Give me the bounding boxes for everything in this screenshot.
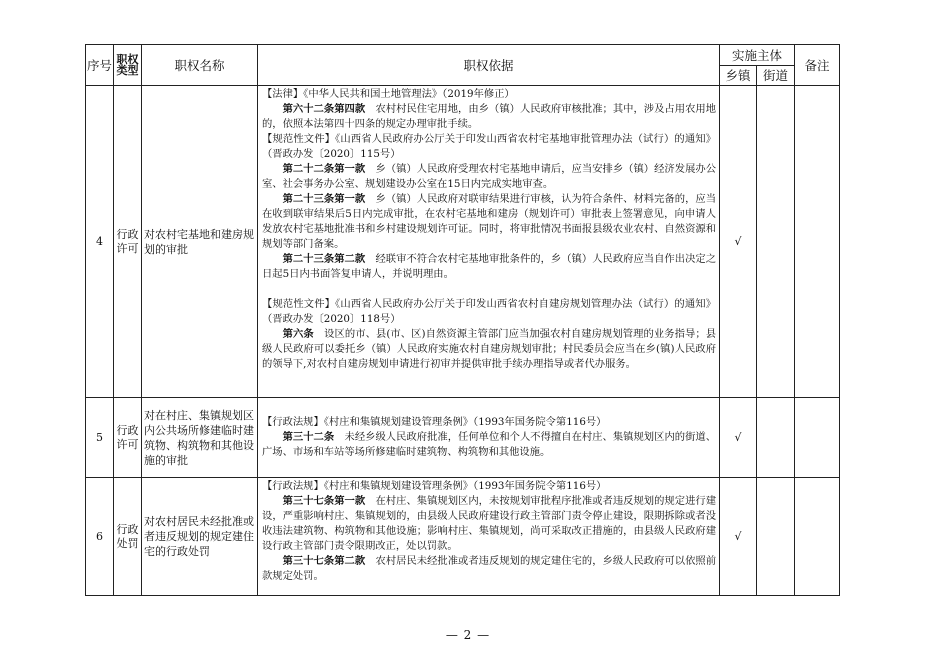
clause-label: 第三十二条 xyxy=(282,431,335,443)
basis-source: 【规范性文件】《山西省人民政府办公厅关于印发山西省农村宅基地审批管理办法（试行）的通知》（晋政办发〔2020〕115号） xyxy=(262,133,716,160)
remark xyxy=(795,86,840,398)
header-street: 街道 xyxy=(757,66,795,86)
header-remark: 备注 xyxy=(795,45,840,86)
authority-type: 行政许可 xyxy=(114,86,142,398)
table-row xyxy=(86,86,840,398)
basis-source: 【法律】《中华人民共和国土地管理法》（2019年修正） xyxy=(262,88,515,100)
basis-source: 【规范性文件】《山西省人民政府办公厅关于印发山西省农村自建房规划管理办法（试行）的通知》（晋政办发〔2020〕118号） xyxy=(262,298,716,325)
basis-clause xyxy=(262,494,716,554)
page-number: — 2 — xyxy=(445,628,491,642)
street-check xyxy=(757,86,795,398)
street-check xyxy=(757,478,795,596)
row-number: 6 xyxy=(86,478,114,596)
header-name: 职权名称 xyxy=(142,45,258,86)
row-number: 4 xyxy=(86,86,114,398)
clause-label: 第二十三条第一款 xyxy=(282,193,366,205)
clause-label: 第六十二条第四款 xyxy=(282,103,366,115)
clause-text: 未经乡级人民政府批准，任何单位和个人不得擅自在村庄、集镇规划区内的街道、广场、市场和车站等场所修建临时建筑物、构筑物和其他设施。 xyxy=(262,431,717,458)
clause-text: 经联审不符合农村宅基地审批条件的，乡（镇）人民政府应当自作出决定之日起5日内书面答复申请人，并说明理由。 xyxy=(262,253,717,280)
clause-text: 乡（镇）人民政府受理农村宅基地申请后，应当安排乡（镇）经济发展办公室、社会事务办公室、规划建设办公室在15日内完成实地审查。 xyxy=(262,163,717,190)
authority-basis xyxy=(258,86,720,398)
header-impl: 实施主体 xyxy=(720,45,795,66)
header-basis: 职权依据 xyxy=(258,45,720,86)
header-township: 乡镇 xyxy=(720,66,757,86)
spacer xyxy=(262,282,716,297)
basis-clause xyxy=(262,327,716,372)
clause-text: 乡（镇）人民政府对联审结果进行审核，认为符合条件、材料完备的，应当在收到联审结果后5日内完成审批，在农村宅基地和建房（规划许可）审批表上签署意见，向申请人发放农村宅基地批准书和乡村建设规划许可证。同时，将审批情况书面报县级农业农村、自然资源和规划等部门备案。 xyxy=(262,193,717,250)
remark xyxy=(795,478,840,596)
township-check: √ xyxy=(720,86,757,398)
basis-clause xyxy=(262,554,716,584)
authority-table xyxy=(85,44,840,596)
township-check: √ xyxy=(720,478,757,596)
clause-text: 农村村民住宅用地，由乡（镇）人民政府审核批准；其中，涉及占用农用地的，依照本法第四十四条的规定办理审批手续。 xyxy=(262,103,717,130)
row-number: 5 xyxy=(86,398,114,478)
basis-clause xyxy=(262,192,716,252)
basis-clause xyxy=(262,102,716,132)
clause-text: 在村庄、集镇规划区内，未按规划审批程序批准或者违反规划的规定进行建设，严重影响村庄、集镇规划的，由县级人民政府建设行政主管部门责令停止建设，限期拆除或者没收违法建筑物、构筑物和其他设施；影响村庄、集镇规划，尚可采取改正措施的，由县级人民政府建设行政主管部门责令限期改正，处以罚款。 xyxy=(262,495,717,552)
authority-basis xyxy=(258,398,720,478)
authority-name: 对农村宅基地和建房规划的审批 xyxy=(142,86,258,398)
street-check xyxy=(757,398,795,478)
authority-type: 行政许可 xyxy=(114,398,142,478)
basis-clause xyxy=(262,162,716,192)
header-type: 职权类型 xyxy=(114,45,142,86)
clause-label: 第二十三条第二款 xyxy=(282,253,366,265)
table-row xyxy=(86,398,840,478)
authority-name: 对农村居民未经批准或者违反规划的规定建住宅的行政处罚 xyxy=(142,478,258,596)
table-row xyxy=(86,478,840,596)
clause-label: 第三十七条第二款 xyxy=(282,555,366,567)
clause-label: 第三十七条第一款 xyxy=(282,495,366,507)
authority-name: 对在村庄、集镇规划区内公共场所修建临时建筑物、构筑物和其他设施的审批 xyxy=(142,398,258,478)
remark xyxy=(795,398,840,478)
authority-basis xyxy=(258,478,720,596)
basis-source: 【行政法规】《村庄和集镇规划建设管理条例》（1993年国务院令第116号） xyxy=(262,416,607,428)
clause-label: 第六条 xyxy=(282,328,314,340)
township-check: √ xyxy=(720,398,757,478)
basis-clause xyxy=(262,252,716,282)
authority-type: 行政处罚 xyxy=(114,478,142,596)
basis-clause xyxy=(262,430,716,460)
clause-label: 第二十二条第一款 xyxy=(282,163,366,175)
clause-text: 农村居民未经批准或者违反规划的规定建住宅的，乡级人民政府可以依照前款规定处罚。 xyxy=(262,555,717,582)
clause-text: 设区的市、县(市、区)自然资源主管部门应当加强农村自建房规划管理的业务指导；县级人民政府可以委托乡（镇）人民政府实施农村自建房规划审批；村民委员会应当在乡(镇)人民政府的领导下,对农村自建房规划申请进行初审并提供审批手续办理指导或者代办服务。 xyxy=(262,328,716,370)
header-seq: 序号 xyxy=(86,45,114,86)
basis-source: 【行政法规】《村庄和集镇规划建设管理条例》（1993年国务院令第116号） xyxy=(262,480,607,492)
